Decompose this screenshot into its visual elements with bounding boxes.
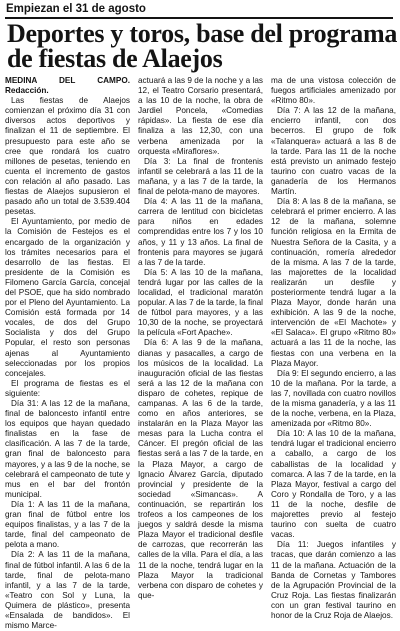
paragraph: Día 1: A las 11 de la mañana, gran final de fútbol entre los equipos finalistas, y a las 7 de la tarde, final del campeonato de pelota a mano. <box>5 499 130 550</box>
paragraph: Día 9: El segundo encierro, a las 10 de la mañana. Por la tarde, a las 7, novillada con cuatro novillos de la misma ganadería, y a las 11 de la noche, verbena, en la Plaza, amenizada por «Ritmo 80». <box>271 368 396 429</box>
paragraph: Día 7: A las 12 de la mañana, encierro infantil, con dos becerros. El grupo de folk «Talanquera» actuará a las 8 de la tarde. Para las 11 de la noche está previsto un animado festejo taurino con cuatro vacas de la ganadería de los Hermanos Martín. <box>271 106 396 197</box>
paragraph: Día 31: A las 12 de la mañana, final de baloncesto infantil entre los equipos que hayan quedado finalistas en la fase de clasificación. A las 7 de la tarde, gran final de baloncesto para mayores, y a las 9 de la noche, se celebrará el campeonato de tute y mus en el bar del frontón municipal. <box>5 399 130 499</box>
paragraph: Las fiestas de Alaejos comienzan el próximo día 31 con diversos actos deportivos y finalizan el 11 de septiembre. El presupuesto para este año se cree que rondará los cuatro millones de pesetas, teniendo en cuenta el incremento de gastos con relación al año pasado. Las fiestas de Alaejos supusieron el pasado año un total de 3.539.404 pesetas. <box>5 96 130 217</box>
paragraph: Día 10: A las 10 de la mañana, tendrá lugar el tradicional encierro a caballo, a cargo de los caballistas de la localidad y comarca. A las 7 de la tarde, en la Plaza Mayor, festival a cargo del Coro y Rondalla de Toro, y a las 11 de la noche, desfile de majorettes previo al festejo taurino con suelta de cuatro vacas. <box>271 429 396 540</box>
paragraph: Día 11: Juegos infantiles y tracas, que darán comienzo a las 11 de la mañana. Actuación de la Banda de Cornetas y Tambores de la Agrupación Provincial de la Cruz Roja. Las fiestas finalizarán con un gran festival taurino en honor de la Cruz Roja de Alaejos. <box>271 540 396 620</box>
kicker: Empiezan el 31 de agosto <box>6 3 146 15</box>
paragraph: Día 8: A las 8 de la mañana, se celebrará el primer encierro. A las 12 de la mañana, solemne función religiosa en la Ermita de Nuestra Señora de la Casita, y a continuación, romería alrededor de la misma. A las 7 de la tarde, las majorettes de la localidad realizarán un desfile y posteriormente tendrá lugar a la Plaza Mayor, donde harán una exhibición. A las 9 de la noche, intervención de «El Machote» y «El Salaca». El grupo «Ritmo 80» actuará a las 11 de la noche, las fiestas con una verbena en la Plaza Mayor. <box>271 197 396 368</box>
paragraph: Día 3: La final de frontenis infantil se celebrará a las 11 de la mañana, y a las 7 de la tarde, la final de pelota-mano de mayores. <box>138 156 263 197</box>
paragraph: El Ayuntamiento, por medio de la Comisión de Festejos es el encargado de la organización y los trámites necesarios para el desarrollo de las fiestas. El presidente de la Comisión es Filomeno García García, concejal del PSOE, que ha sido nombrado por el Pleno del Ayuntamiento. La Comisión está formada por 14 vocales, de dos del Grupo Socialista y dos del Grupo Popular, el resto son personas ajenas al Ayuntamiento seleccionadas por los propios concejales. <box>5 217 130 378</box>
column-2 <box>138 76 263 631</box>
column-1 <box>5 76 130 631</box>
paragraph: Día 6: A las 9 de la mañana, dianas y pasacalles, a cargo de los músicos de la localidad. La inauguración oficial de las fiestas será a las 12 de la mañana con disparo de cohetes, repique de campanas. A las 6 de la tarde, como en años anteriores, se instalarán en la Plaza Mayor las mesas para la Lucha contra el Cáncer. El pregón oficial de las fiestas será a las 7 de la tarde, en la Plaza Mayor, a cargo de Ignacio Álvarez García, diputado provincial y presidente de la sociedad «Simancas». A continuación, se repartirán los trofeos a los campeones de los juegos y saldrá desde la misma Plaza Mayor el tradicional desfile de carrozas, que recorrerán las calles de la villa. Para el día, a las 11 de la noche, tendrá lugar en la Plaza Mayor la tradicional verbena con disparo de cohetes y que- <box>138 338 263 600</box>
paragraph: Día 2: A las 11 de la mañana, final de fútbol infantil. A las 6 de la tarde, final de pelota-mano infantil, y a las 7 de la tarde, «Teatro con Sol y Luna, la Quimera de plástico», presenta «Ensalada de bandidos». El mismo Marce- <box>5 550 130 631</box>
article-body <box>5 76 396 631</box>
dateline: MEDINA DEL CAMPO. Redacción. <box>5 76 130 96</box>
headline-line-1: Deportes y toros, base del programa <box>7 19 398 48</box>
paragraph: El programa de fiestas es el siguiente: <box>5 378 130 398</box>
headline-line-2: de fiestas de Alaejos <box>7 44 223 73</box>
paragraph: Día 4: A las 11 de la mañana, carrera de lentitud con bicicletas para niños en edades comprendidas entre los 7 y los 10 años, y 11 y 13 años. La final de frontenis para mayores se jugará a las 7 de la tarde. <box>138 197 263 267</box>
paragraph: ma de una vistosa colección de fuegos artificiales amenizado por «Ritmo 80». <box>271 76 396 106</box>
column-3 <box>271 76 396 631</box>
headline <box>7 21 396 71</box>
paragraph: actuará a las 9 de la noche y a las 12, el Teatro Corsario presentará, a las 10 de la noche, la obra de Jardiel Poncela, «Comedias rápidas». La fiesta de ese día finaliza a las 12,30, con una verbena amenizada por la orquesta «Miraflores». <box>138 76 263 156</box>
paragraph: Día 5: A las 10 de la mañana, tendrá lugar por las calles de la localidad, el tradicional maratón popular. A las 7 de la tarde, la final de fútbol para mayores, y a las 10,30 de la noche, se proyectará la película «Fort Apache». <box>138 267 263 338</box>
